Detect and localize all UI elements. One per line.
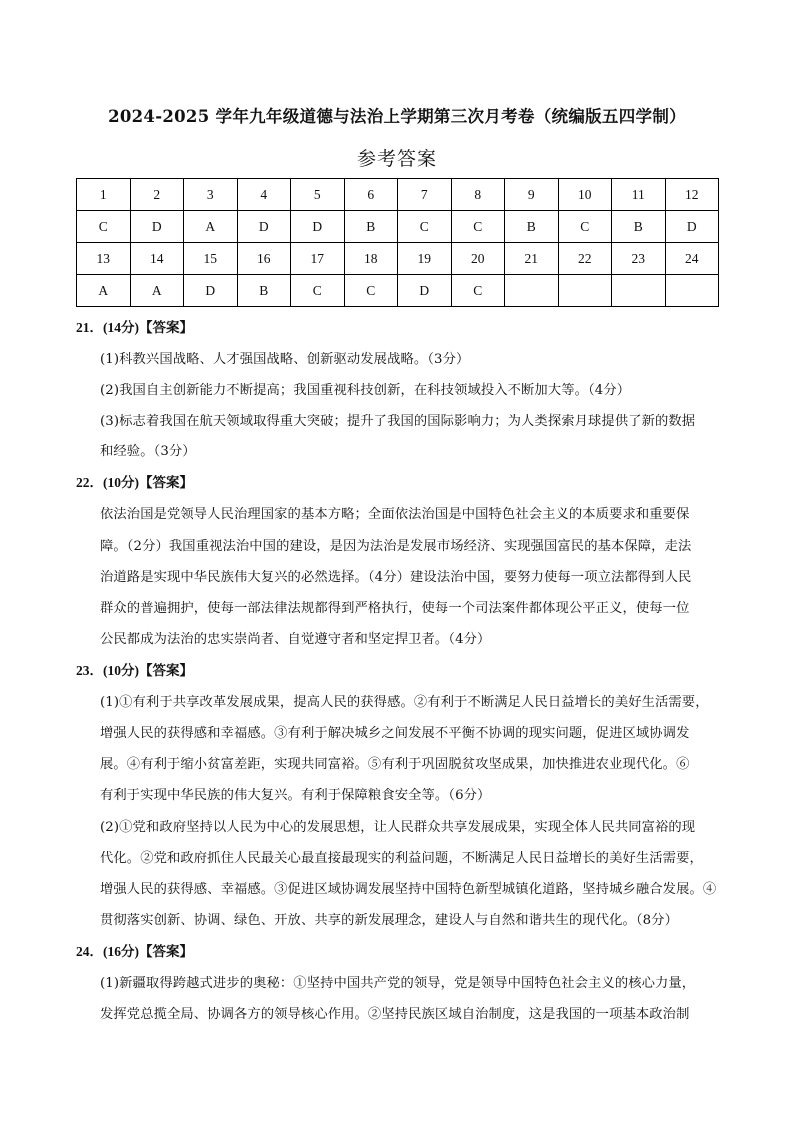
answer-table-cell: C bbox=[558, 211, 612, 243]
page-title: 2024-2025 学年九年级道德与法治上学期第三次月考卷（统编版五四学制） bbox=[108, 107, 686, 126]
q21-line-3: (3)标志着我国在航天领域取得重大突破；提升了我国的国际影响力；为人类探索月球提供了新的数据 bbox=[100, 414, 696, 429]
answer-table-cell bbox=[505, 275, 559, 307]
answer-table-cell: D bbox=[184, 275, 238, 307]
answer-table bbox=[76, 178, 719, 307]
q22-line-2: 障。（2分）我国重视法治中国的建设，是因为法治是发展市场经济、实现强国富民的基本保障，走法 bbox=[100, 539, 692, 554]
answer-table-cell: A bbox=[77, 275, 131, 307]
answer-table-cell: C bbox=[344, 275, 398, 307]
q23-line-5: (2)①党和政府坚持以人民为中心的发展思想，让人民群众共享发展成果，实现全体人民共同富裕的现 bbox=[100, 820, 696, 835]
answer-table-cell: D bbox=[398, 275, 452, 307]
q23-line-8: 贯彻落实创新、协调、绿色、开放、共享的新发展理念，建设人与自然和谐共生的现代化。（8分） bbox=[100, 913, 678, 928]
answer-table-cell: B bbox=[344, 211, 398, 243]
q24-line-1: (1)新疆取得跨越式进步的奥秘：①坚持中国共产党的领导，党是领导中国特色社会主义的核心力量， bbox=[100, 976, 696, 991]
q23-line-2: 增强人民的获得感和幸福感。③有利于解决城乡之间发展不平衡不协调的现实问题，促进区域协调发 bbox=[100, 726, 690, 741]
answer-table-cell: D bbox=[237, 211, 291, 243]
answer-table-cell: 19 bbox=[398, 243, 452, 275]
answer-table-cell: 18 bbox=[344, 243, 398, 275]
q23-line-3: 展。④有利于缩小贫富差距，实现共同富裕。⑤有利于巩固脱贫攻坚成果，加快推进农业现代化。⑥ bbox=[100, 757, 690, 772]
answer-table-cell: 1 bbox=[77, 179, 131, 211]
answer-table-row bbox=[77, 179, 719, 211]
answer-table-cell: B bbox=[505, 211, 559, 243]
answer-table-row bbox=[77, 243, 719, 275]
answer-table-cell: C bbox=[398, 211, 452, 243]
answer-table-cell: B bbox=[237, 275, 291, 307]
answer-table-cell bbox=[612, 275, 666, 307]
answer-table-cell: C bbox=[451, 275, 505, 307]
answer-table-cell: 13 bbox=[77, 243, 131, 275]
question-23-heading: 23．(10分)【答案】 bbox=[76, 663, 193, 678]
answer-table-cell: 10 bbox=[558, 179, 612, 211]
q22-line-3: 治道路是实现中华民族伟大复兴的必然选择。（4分）建设法治中国，要努力使每一项立法都得到人民 bbox=[100, 570, 692, 585]
q24-line-2: 发挥党总揽全局、协调各方的领导核心作用。②坚持民族区域自治制度，这是我国的一项基本政治制 bbox=[100, 1007, 690, 1022]
answer-table-cell bbox=[558, 275, 612, 307]
answer-table-cell: 6 bbox=[344, 179, 398, 211]
answer-table-cell: 14 bbox=[130, 243, 184, 275]
q22-line-4: 群众的普遍拥护，使每一部法律法规都得到严格执行，使每一个司法案件都体现公平正义，使每一位 bbox=[100, 601, 690, 616]
answer-table-cell: B bbox=[612, 211, 666, 243]
answer-table-cell: 17 bbox=[291, 243, 345, 275]
q23-line-1: (1)①有利于共享改革发展成果，提高人民的获得感。②有利于不断满足人民日益增长的美好生活需要， bbox=[100, 695, 709, 710]
answer-table-cell: 2 bbox=[130, 179, 184, 211]
answer-table-cell: 23 bbox=[612, 243, 666, 275]
question-22-heading: 22．(10分)【答案】 bbox=[76, 475, 193, 490]
answer-table-row bbox=[77, 275, 719, 307]
q23-line-6: 代化。②党和政府抓住人民最关心最直接最现实的利益问题，不断满足人民日益增长的美好生活需要， bbox=[100, 851, 703, 866]
answer-table-cell: C bbox=[291, 275, 345, 307]
question-24-heading: 24．(16分)【答案】 bbox=[76, 944, 193, 959]
answer-table-cell: 4 bbox=[237, 179, 291, 211]
q22-line-1: 依法治国是党领导人民治理国家的基本方略；全面依法治国是中国特色社会主义的本质要求和重要保 bbox=[100, 507, 690, 522]
q21-line-2: (2)我国自主创新能力不断提高；我国重视科技创新，在科技领域投入不断加大等。（4分） bbox=[100, 383, 631, 398]
answer-table-cell: A bbox=[184, 211, 238, 243]
q23-line-7: 增强人民的获得感、幸福感。③促进区域协调发展坚持中国特色新型城镇化道路，坚持城乡融合发展。④ bbox=[100, 882, 717, 897]
q21-line-4: 和经验。（3分） bbox=[100, 444, 196, 459]
answer-table-cell: A bbox=[130, 275, 184, 307]
answer-table-cell: 3 bbox=[184, 179, 238, 211]
answer-table-cell: 5 bbox=[291, 179, 345, 211]
answer-table-cell: D bbox=[291, 211, 345, 243]
answer-table-cell: 12 bbox=[665, 179, 719, 211]
q22-line-5: 公民都成为法治的忠实崇尚者、自觉遵守者和坚定捍卫者。（4分） bbox=[100, 632, 491, 647]
answer-table-row bbox=[77, 211, 719, 243]
question-21-heading: 21．(14分)【答案】 bbox=[76, 320, 193, 335]
q23-line-4: 有利于实现中华民族的伟大复兴。有利于保障粮食安全等。（6分） bbox=[100, 788, 491, 803]
answer-table-cell: 15 bbox=[184, 243, 238, 275]
answer-table-cell: D bbox=[130, 211, 184, 243]
q21-line-1: (1)科教兴国战略、人才强国战略、创新驱动发展战略。（3分） bbox=[100, 352, 470, 367]
answer-table-cell bbox=[665, 275, 719, 307]
answer-table-cell: C bbox=[77, 211, 131, 243]
answer-table-cell: D bbox=[665, 211, 719, 243]
answer-table-cell: 11 bbox=[612, 179, 666, 211]
answer-table-cell: C bbox=[451, 211, 505, 243]
answer-table-cell: 16 bbox=[237, 243, 291, 275]
answer-table-cell: 21 bbox=[505, 243, 559, 275]
answer-table-cell: 7 bbox=[398, 179, 452, 211]
page-subtitle: 参考答案 bbox=[356, 148, 437, 170]
answer-table-cell: 22 bbox=[558, 243, 612, 275]
answer-table-cell: 8 bbox=[451, 179, 505, 211]
answer-table-cell: 20 bbox=[451, 243, 505, 275]
answer-table-cell: 9 bbox=[505, 179, 559, 211]
answer-table-cell: 24 bbox=[665, 243, 719, 275]
